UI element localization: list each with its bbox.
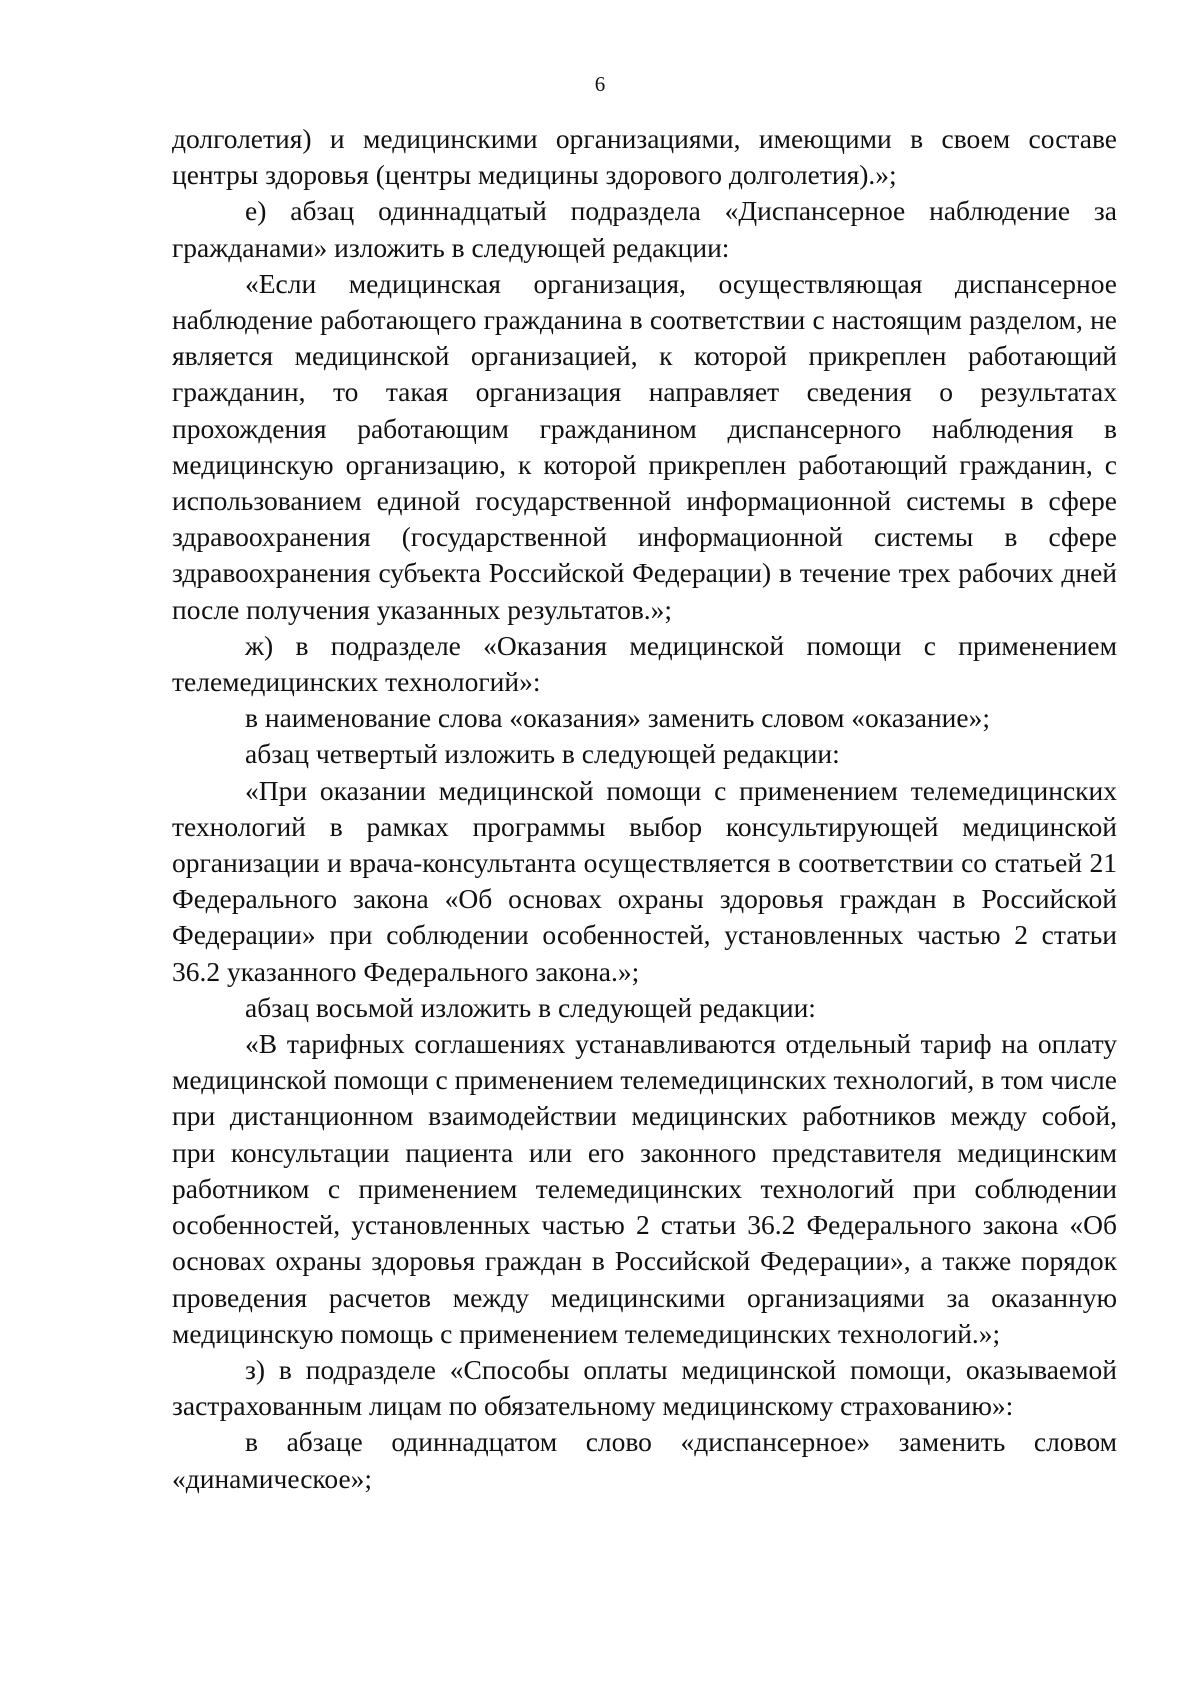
paragraph-continuation: долголетия) и медицинскими организациями, имеющими в своем составе центры здоровья (центры медицины здорового долголетия).»; [172,123,1117,191]
paragraph-quoted-tariffs: «В тарифных соглашениях устанавливаются отдельный тариф на оплату медицинской помощи с применением телемедицинских технологий, в том числе при дистанционном взаимодействии медицинских работников между собой, при консультации пациента или его законного представителя медицинским работником с применением телемедицинских технологий при соблюдении особенностей, установленных частью 2 статьи 36.2 Федерального закона «Об основах охраны здоровья граждан в Российской Федерации», а также порядок проведения расчетов между медицинскими организациями за оказанную медицинскую помощь с применением телемедицинских технологий.»; [172,1028,1117,1349]
paragraph-item-e: е) абзац одиннадцатый подраздела «Диспансерное наблюдение за гражданами» изложить в следующей редакции: [172,195,1117,263]
paragraph-eleventh-abzac: в абзаце одиннадцатом слово «диспансерное» заменить словом «динамическое»; [172,1426,1117,1494]
paragraph-rename: в наименование слова «оказания» заменить словом «оказание»; [245,702,990,734]
document-body [172,121,1117,1497]
paragraph-eighth-abzac: абзац восьмой изложить в следующей редакции: [245,991,816,1023]
page-number: 6 [594,72,606,96]
paragraph-item-zh: ж) в подразделе «Оказания медицинской помощи с применением телемедицинских технологий»: [172,629,1117,698]
paragraph-item-z: з) в подразделе «Способы оплаты медицинской помощи, оказываемой застрахованным лицам по обязательному медицинскому страхованию»: [172,1353,1117,1422]
paragraph-quoted-telemedicine: «При оказании медицинской помощи с применением телемедицинских технологий в рамках программы выбор консультирующей медицинской организации и врача-консультанта осуществляется в соответствии со статьей 21 Федерального закона «Об основах охраны здоровья граждан в Российской Федерации» при соблюдении особенностей, установленных частью 2 статьи 36.2 указанного Федерального закона.»; [172,774,1117,987]
paragraph-quoted-dispensary: «Если медицинская организация, осуществляющая диспансерное наблюдение работающего гражданина в соответствии с настоящим разделом, не является медицинской организацией, к которой прикреплен работающий гражданин, то такая организация направляет сведения о результатах прохождения работающим гражданином диспансерного наблюдения в медицинскую организацию, к которой прикреплен работающий гражданин, с использованием единой государственной информационной системы в сфере здравоохранения (государственной информационной системы в сфере здравоохранения субъекта Российской Федерации) в течение трех рабочих дней после получения указанных результатов.»; [172,267,1117,625]
paragraph-fourth-abzac: абзац четвертый изложить в следующей редакции: [245,738,840,770]
